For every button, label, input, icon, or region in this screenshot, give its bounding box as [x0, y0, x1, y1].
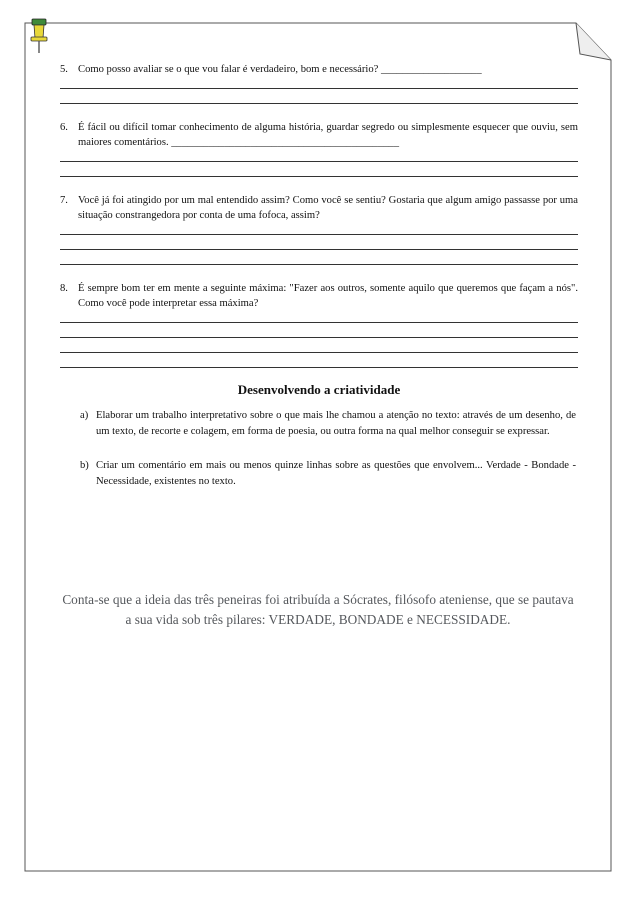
- question-text: É fácil ou difícil tomar conhecimento de alguma história, guardar segredo ou simplesmente esquecer que ouviu, sem maiores comentários. ___________________________________________: [78, 122, 578, 148]
- question-text: Você já foi atingido por um mal entendido assim? Como você se sentiu? Gostaria que algum amigo passasse por uma situação constrangedora por conta de uma fofoca, assim?: [78, 195, 578, 221]
- question-number: 7.: [60, 195, 68, 206]
- question-6: [60, 120, 578, 150]
- answer-line[interactable]: [60, 176, 578, 177]
- worksheet-content: [60, 62, 578, 490]
- question-5: [60, 62, 578, 77]
- section-title: Desenvolvendo a criatividade: [237, 382, 401, 397]
- question-text: É sempre bom ter em mente a seguinte máxima: "Fazer aos outros, somente aquilo que queremos que façam a nós". Como você pode interpretar essa máxima?: [78, 283, 578, 309]
- pushpin-icon: [28, 18, 50, 54]
- answer-line[interactable]: [60, 352, 578, 353]
- question-number: 6.: [60, 122, 68, 133]
- answer-line[interactable]: [60, 234, 578, 235]
- closing-paragraph: Conta-se que a ideia das três peneiras foi atribuída a Sócrates, filósofo ateniense, que se pautava a sua vida sob três pilares: VERDADE, BONDADE e NECESSIDADE.: [62, 592, 574, 627]
- activity-a: [60, 408, 578, 440]
- answer-line[interactable]: [60, 88, 578, 89]
- activity-letter: b): [80, 460, 89, 471]
- answer-line[interactable]: [60, 249, 578, 250]
- question-text: Como posso avaliar se o que vou falar é verdadeiro, bom e necessário? ___________________: [78, 64, 482, 75]
- answer-line[interactable]: [60, 161, 578, 162]
- question-number: 5.: [60, 64, 68, 75]
- answer-line[interactable]: [60, 322, 578, 323]
- answer-line[interactable]: [60, 103, 578, 104]
- question-7: [60, 193, 578, 223]
- question-8: [60, 281, 578, 311]
- question-number: 8.: [60, 283, 68, 294]
- activity-letter: a): [80, 410, 89, 421]
- answer-line[interactable]: [60, 264, 578, 265]
- answer-line[interactable]: [60, 367, 578, 368]
- activity-text: Criar um comentário em mais ou menos quinze linhas sobre as questões que envolvem... Verdade - Bondade - Necessidade, existentes no texto.: [96, 460, 576, 487]
- activity-text: Elaborar um trabalho interpretativo sobre o que mais lhe chamou a atenção no texto: através de um desenho, de um texto, de recorte e colagem, em forma de poesia, ou outra forma na qual melhor conseguir se expressar.: [96, 410, 576, 437]
- activity-b: [60, 458, 578, 490]
- answer-line[interactable]: [60, 337, 578, 338]
